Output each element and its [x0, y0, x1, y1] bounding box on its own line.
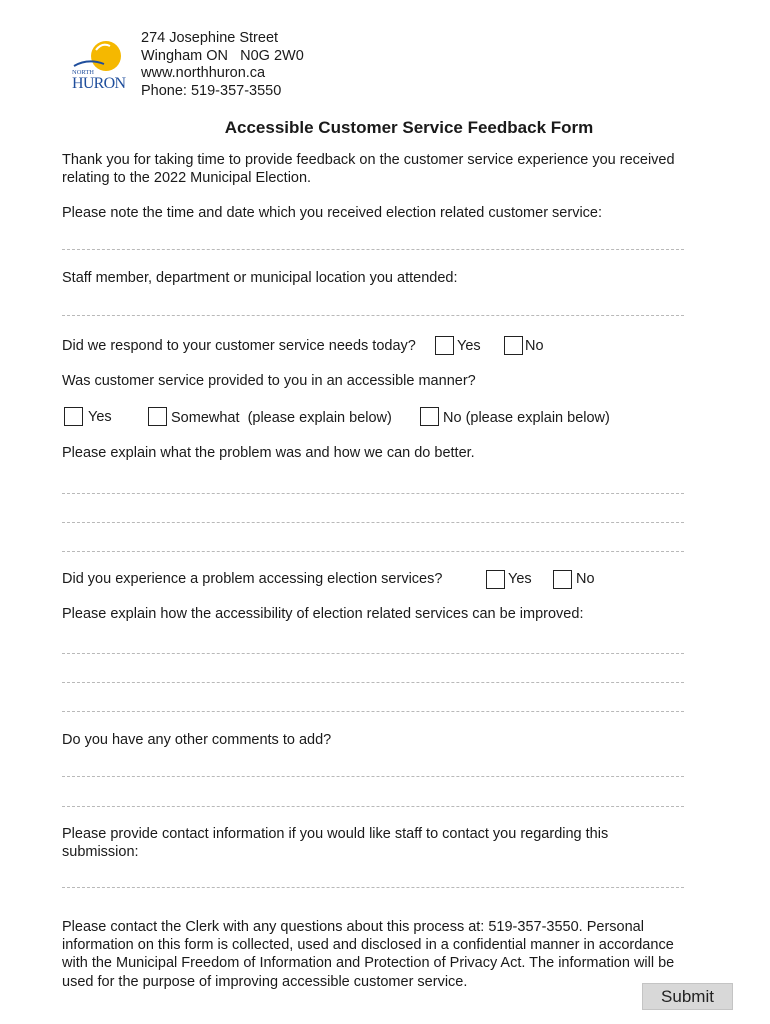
address-website: www.northhuron.ca: [141, 65, 266, 81]
election-yes-checkbox[interactable]: [486, 570, 505, 589]
privacy-notice: Please contact the Clerk with any questions about this process at: 519-357-3550. Personal information on this form is collected, used and disclosed in a confidential manner in accordance with the Municipal Freedom of Information and Protection of Privacy Act. The information will be used for the purpose of improving accessible customer service.: [62, 919, 675, 990]
north-huron-logo: [70, 36, 128, 92]
respond-no-label: No: [525, 338, 544, 354]
answer-line-comments-1[interactable]: [62, 776, 684, 777]
election-yes-label: Yes: [508, 571, 532, 587]
intro-text: Thank you for taking time to provide feedback on the customer service experience you received relating to the 2022 Municipal Election.: [62, 152, 675, 187]
address-city: Wingham ON N0G 2W0: [141, 47, 304, 64]
question-election: Did you experience a problem accessing election services?: [62, 571, 443, 587]
question-respond: Did we respond to your customer service needs today?: [62, 338, 416, 354]
accessible-no-checkbox[interactable]: [420, 407, 439, 426]
svg-text:HURON: HURON: [72, 75, 126, 92]
question-accessible: Was customer service provided to you in an accessible manner?: [62, 373, 476, 389]
election-no-label: No: [576, 571, 595, 587]
question-contact: Please provide contact information if you would like staff to contact you regarding this submission:: [62, 826, 609, 861]
address-street: 274 Josephine Street: [141, 30, 279, 46]
answer-line-staff[interactable]: [62, 315, 684, 316]
answer-line-comments-2[interactable]: [62, 806, 684, 807]
answer-line-problem-3[interactable]: [62, 551, 684, 552]
address-block: [141, 30, 304, 100]
accessible-somewhat-label: Somewhat (please explain below): [171, 410, 392, 426]
question-improve: Please explain how the accessibility of election related services can be improved:: [62, 606, 584, 622]
submit-button[interactable]: Submit: [642, 983, 733, 1010]
respond-no-checkbox[interactable]: [504, 336, 523, 355]
form-title: Accessible Customer Service Feedback Form: [224, 118, 594, 137]
answer-line-improve-3[interactable]: [62, 711, 684, 712]
accessible-yes-checkbox[interactable]: [64, 407, 83, 426]
election-no-checkbox[interactable]: [553, 570, 572, 589]
answer-line-improve-2[interactable]: [62, 682, 684, 683]
respond-yes-label: Yes: [457, 338, 481, 354]
question-time-date: Please note the time and date which you received election related customer service:: [62, 205, 603, 221]
answer-line-problem-1[interactable]: [62, 493, 684, 494]
answer-line-problem-2[interactable]: [62, 522, 684, 523]
accessible-somewhat-checkbox[interactable]: [148, 407, 167, 426]
answer-line-time-date[interactable]: [62, 249, 684, 250]
respond-yes-checkbox[interactable]: [435, 336, 454, 355]
accessible-no-label: No (please explain below): [443, 410, 610, 426]
address-phone: Phone: 519-357-3550: [141, 82, 282, 99]
answer-line-improve-1[interactable]: [62, 653, 684, 654]
question-problem: Please explain what the problem was and how we can do better.: [62, 445, 475, 461]
accessible-yes-label: Yes: [88, 409, 112, 425]
svg-text:NORTH: NORTH: [72, 69, 94, 76]
question-staff: Staff member, department or municipal location you attended:: [62, 270, 458, 286]
answer-line-contact[interactable]: [62, 887, 684, 888]
question-comments: Do you have any other comments to add?: [62, 732, 332, 748]
